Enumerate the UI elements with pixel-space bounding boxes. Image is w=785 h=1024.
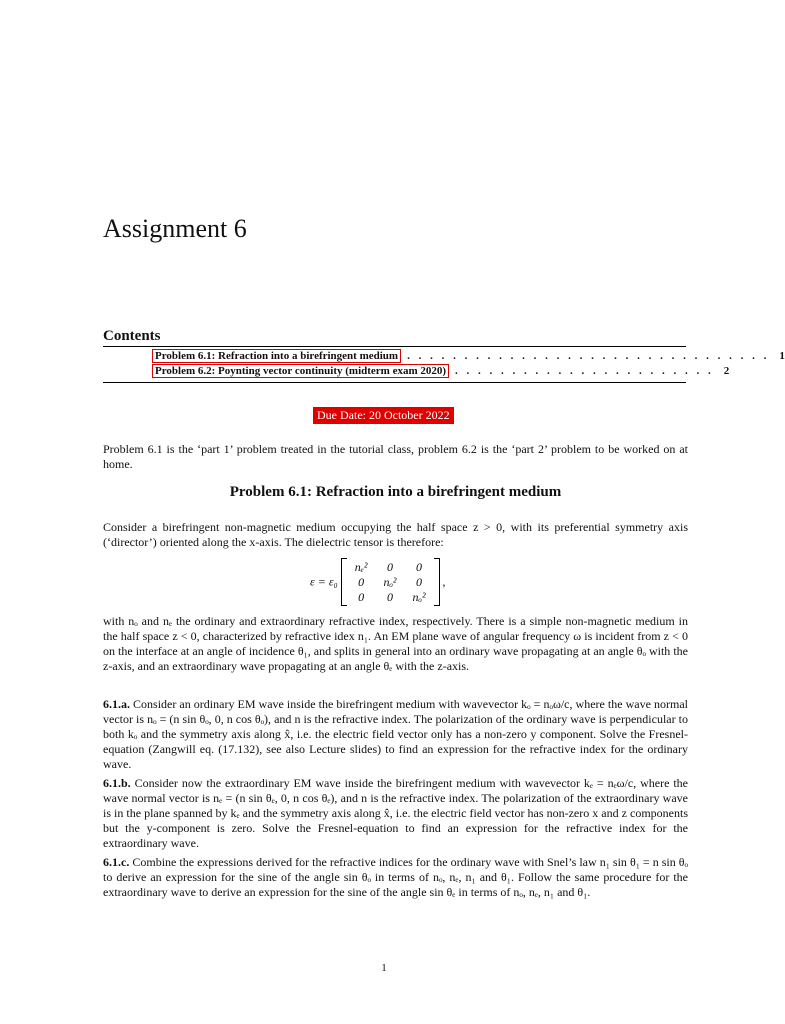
part-label: 6.1.a. <box>103 697 130 711</box>
toc-entry[interactable] <box>152 363 730 378</box>
matrix-cell: 0 <box>387 589 393 604</box>
toc-page-number: 1 <box>779 349 785 362</box>
problem-paragraph: Consider a birefringent non-magnetic medium occupying the half space z > 0, with its preferential symmetry axis (‘director’) oriented along the x-axis. The dielectric tensor is therefore: <box>103 520 688 549</box>
toc-link[interactable]: Problem 6.1: Refraction into a birefringent medium <box>152 349 401 363</box>
part-label: 6.1.b. <box>103 776 131 790</box>
page-title: Assignment 6 <box>103 214 247 243</box>
matrix-cell: 0 <box>416 574 423 589</box>
part-c <box>103 855 688 900</box>
intro-paragraph: Problem 6.1 is the ‘part 1’ problem treated in the tutorial class, problem 6.2 is the ‘part 2’ problem to be worked on at home. <box>103 442 688 471</box>
matrix-cell: nₒ² <box>412 589 426 604</box>
toc-leader-dots: . . . . . . . . . . . . . . . . . . . . . . . <box>455 364 714 377</box>
part-text: Consider an ordinary EM wave inside the birefringent medium with wavevector kₒ = nₒω/c, where the wave normal vector is nₒ = (n sin θₒ, 0, n cos θₒ), and n is the refractive index. The polarization of the ordinary wave is perpendicular to both kₒ and the symmetry axis along x̂, i.e. the electric field vector only has a non-zero y component. Solve the Fresnel-equation (Zangwill eq. (17.132), see also Lecture slides) to find an expression for the refractive index for the ordinary wave. <box>103 697 688 771</box>
matrix-cell: 0 <box>358 589 365 604</box>
tensor-lhs: ε = ε₀ <box>310 574 338 589</box>
due-date-badge: Due Date: 20 October 2022 <box>313 407 454 424</box>
part-b <box>103 776 688 851</box>
toc-page-number: 2 <box>723 364 730 377</box>
matrix-cell: 0 <box>416 559 423 574</box>
matrix-cell: nₑ² <box>354 559 368 574</box>
tensor-trailing-comma: , <box>442 574 446 589</box>
contents-top-rule <box>103 346 686 347</box>
toc-link[interactable]: Problem 6.2: Poynting vector continuity (midterm exam 2020) <box>152 364 449 378</box>
toc-entry[interactable] <box>152 348 785 363</box>
part-text: Combine the expressions derived for the refractive indices for the ordinary wave with Snel’s law n₁ sin θ₁ = n sin θₒ to derive an expression for the sine of the angle sin θₒ in terms of nₒ, nₑ, n₁ and θ₁. Follow the same procedure for the extraordinary wave to derive an expression for the sine of the angle sin θₑ in terms of nₒ, nₑ, n₁ and θ₁. <box>103 855 688 899</box>
problem-paragraph: with nₒ and nₑ the ordinary and extraordinary refractive index, respectively. There is a simple non-magnetic medium in the half space z < 0, characterized by refractive idex n₁. An EM plane wave of angular frequency ω is incident from z < 0 on the interface at an angle of incidence θ₁, and splits in general into an ordinary wave propagating at an angle θₒ with the z-axis, and an extraordinary wave propagating at an angle θₑ with the z-axis. <box>103 614 688 673</box>
matrix-cell: 0 <box>387 559 393 574</box>
tensor-matrix <box>347 560 434 605</box>
dielectric-tensor <box>310 558 446 606</box>
right-bracket <box>434 558 440 606</box>
matrix-cell: nₒ² <box>383 574 397 589</box>
matrix-cell: 0 <box>358 574 365 589</box>
section-heading: Problem 6.1: Refraction into a birefringent medium <box>229 484 562 500</box>
contents-heading: Contents <box>103 328 161 344</box>
contents-bottom-rule <box>103 382 686 383</box>
page-number: 1 <box>381 962 387 974</box>
part-label: 6.1.c. <box>103 855 130 869</box>
toc-leader-dots: . . . . . . . . . . . . . . . . . . . . . . . . . . . . . . . . <box>407 349 770 362</box>
part-a <box>103 697 688 772</box>
part-text: Consider now the extraordinary EM wave inside the birefringent medium with wavevector kₑ = nₑω/c, where the wave normal vector is nₑ = (n sin θₑ, 0, n cos θₑ), and n is the refractive index. The polarization of the extraordinary wave is in the plane spanned by kₑ and the symmetry axis along x̂, i.e. the electric field vector has non-zero x and z components but the y-component is zero. Solve the Fresnel-equation to find an expression for the refractive index for the extraordinary wave. <box>103 776 688 850</box>
